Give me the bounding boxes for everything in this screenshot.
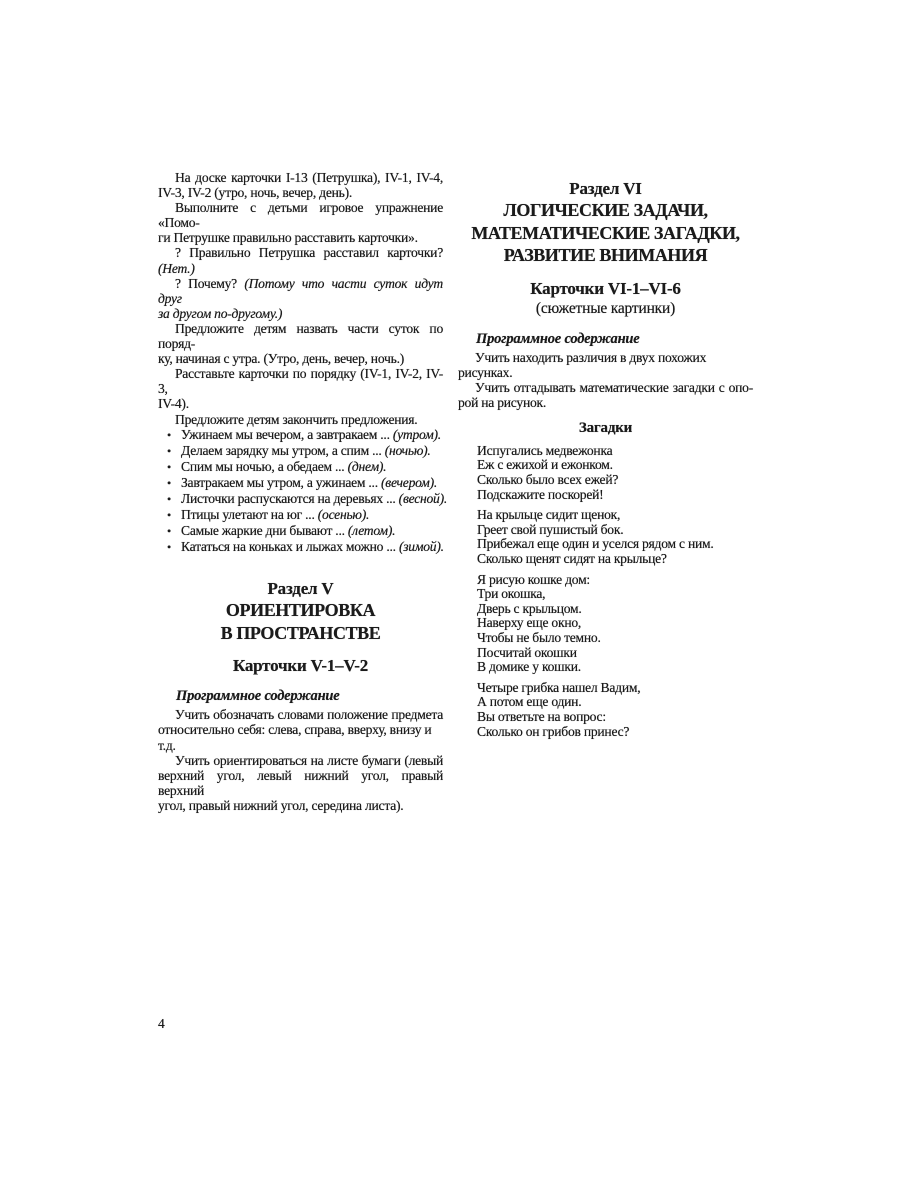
- text-run: Выполните с детьми игровое упражнение «Помо-: [158, 200, 443, 231]
- text-run: Учить находить различия в двух похожих рисунках.: [458, 349, 707, 380]
- text-line: [158, 753, 443, 768]
- text-run: Спим мы ночью, а обедаем ...: [181, 458, 348, 474]
- bullet-icon: •: [167, 540, 171, 555]
- paragraph: [158, 412, 443, 427]
- riddle-line: Прибежал еще один и уселся рядом с ним.: [477, 536, 714, 552]
- paragraph: [158, 321, 443, 366]
- program-paragraphs-right: [458, 350, 753, 410]
- riddle-line: Испугались медвежонка: [477, 442, 613, 458]
- text-run: Предложите детям закончить предложения.: [175, 411, 418, 427]
- paragraph: [158, 753, 443, 813]
- paragraph: [458, 380, 753, 410]
- paragraph: [158, 170, 443, 200]
- text-run: ? Почему?: [175, 275, 245, 291]
- riddle-line: Дверь с крыльцом.: [477, 600, 582, 616]
- text-line: [158, 798, 443, 813]
- bullet-item: [158, 539, 443, 555]
- text-run: IV-4).: [158, 396, 189, 412]
- riddle-stanza: [477, 444, 753, 502]
- text-line: [158, 707, 443, 722]
- text-run: Птицы улетают на юг ...: [181, 507, 318, 523]
- text-line: [158, 170, 443, 185]
- italic-run: (Нет.): [158, 260, 195, 276]
- text-run: Ужинаем мы вечером, а завтракаем ...: [181, 426, 393, 442]
- right-column: [458, 178, 753, 745]
- section-v-kicker: Раздел V: [267, 579, 334, 599]
- text-run: IV-3, IV-2 (утро, ночь, вечер, день).: [158, 185, 353, 201]
- text-line: [158, 722, 443, 752]
- text-run: На доске карточки I-13 (Петрушка), IV-1, IV-4,: [175, 170, 443, 185]
- riddle-stanza: [477, 681, 753, 739]
- paragraph: [158, 276, 443, 321]
- bullet-item: [158, 523, 443, 539]
- page-number: 4: [158, 1016, 165, 1031]
- riddle-stanza: [477, 508, 753, 566]
- italic-run: (зимой).: [398, 539, 444, 555]
- italic-run: (вечером).: [381, 474, 437, 490]
- bullet-icon: •: [167, 443, 171, 458]
- riddle-line: Вы ответьте на вопрос:: [477, 708, 606, 724]
- riddle-stanza: [477, 573, 753, 675]
- riddle-line: А потом еще один.: [477, 694, 582, 710]
- section-title-line: В ПРОСТРАНСТВЕ: [220, 622, 381, 643]
- intro-paragraphs: [158, 170, 443, 427]
- text-line: [458, 380, 753, 395]
- paragraph: [158, 707, 443, 752]
- bullet-list: [158, 426, 448, 556]
- program-paragraphs-left: [158, 707, 443, 813]
- section-title-line: МАТЕМАТИЧЕСКИЕ ЗАГАДКИ,: [471, 222, 740, 243]
- italic-run: (утром).: [392, 426, 441, 442]
- text-run: относительно себя: слева, справа, вверху, внизу и т.д.: [158, 722, 432, 753]
- bullet-item: [158, 490, 448, 507]
- italic-run: (днем).: [347, 458, 387, 474]
- text-line: [158, 396, 443, 411]
- text-line: [158, 230, 443, 245]
- text-run: Листочки распускаются на деревьях ...: [181, 490, 399, 506]
- text-run: ги Петрушке правильно расставить карточки».: [158, 230, 418, 246]
- bullet-icon: •: [167, 475, 171, 490]
- section-vi-title: [458, 199, 753, 267]
- riddle-line: На крыльце сидит щенок,: [477, 507, 621, 523]
- text-line: [458, 395, 753, 410]
- bullet-item: [158, 443, 443, 459]
- bullet-icon: •: [167, 491, 171, 506]
- text-line: [158, 321, 443, 351]
- text-run: угол, правый нижний угол, середина листа).: [158, 797, 404, 813]
- text-run: Расставьте карточки по порядку (IV-1, IV-2, IV-3,: [158, 366, 443, 397]
- text-line: [158, 412, 443, 427]
- text-run: Учить обозначать словами положение предмета: [175, 707, 443, 723]
- text-run: Предложите детям назвать части суток по поряд-: [158, 320, 443, 352]
- section-title-line: ОРИЕНТИРОВКА: [225, 600, 376, 621]
- text-line: [158, 351, 443, 366]
- riddle-line: Сколько щенят сидят на крыльце?: [477, 551, 667, 567]
- bullet-item: [158, 459, 443, 475]
- paragraph: [458, 350, 753, 380]
- paragraph: [158, 200, 443, 245]
- text-line: [158, 200, 443, 230]
- bullet-icon: •: [167, 524, 171, 539]
- left-column: [158, 170, 448, 813]
- text-run: Завтракаем мы утром, а ужинаем ...: [181, 474, 382, 490]
- section-v-cards-heading: Карточки V-1–V-2: [232, 656, 369, 676]
- riddle-line: В домике у кошки.: [477, 659, 581, 675]
- bullet-icon: •: [167, 427, 171, 442]
- riddle-line: Наверху еще окно,: [477, 615, 582, 631]
- riddle-line: Сколько он грибов принес?: [477, 723, 630, 739]
- riddle-line: Четыре грибка нашел Вадим,: [477, 679, 641, 695]
- section-title-line: ЛОГИЧЕСКИЕ ЗАДАЧИ,: [503, 200, 708, 220]
- bullet-icon: •: [167, 508, 171, 523]
- text-line: [158, 245, 443, 260]
- text-line: [158, 366, 443, 396]
- program-content-heading-left: Программное содержание: [176, 688, 340, 705]
- italic-run: (весной).: [398, 490, 448, 506]
- riddle-line: Чтобы не было темно.: [477, 630, 601, 645]
- text-line: [158, 261, 443, 276]
- section-vi-cards-heading: Карточки VI-1–VI-6: [530, 278, 681, 298]
- riddles-heading: Загадки: [578, 419, 633, 436]
- text-line: [158, 768, 443, 798]
- section-v-title: [158, 599, 443, 644]
- bullet-item: [158, 475, 443, 491]
- riddle-line: Я рисую кошке дом:: [477, 571, 590, 587]
- text-run: ку, начиная с утра. (Утро, день, вечер, ночь.): [158, 351, 404, 367]
- text-run: Кататься на коньках и лыжах можно ...: [181, 539, 399, 555]
- riddle-line: Посчитай окошки: [477, 644, 577, 660]
- riddles-list: [458, 444, 753, 739]
- section-vi-cards-subtitle: (сюжетные картинки): [535, 299, 676, 317]
- text-line: [158, 306, 443, 321]
- section-title-line: РАЗВИТИЕ ВНИМАНИЯ: [503, 245, 708, 265]
- program-content-heading-right: Программное содержание: [476, 330, 640, 347]
- bullet-icon: •: [167, 459, 171, 474]
- text-run: Делаем зарядку мы утром, а спим ...: [181, 442, 385, 458]
- text-line: [158, 276, 443, 306]
- italic-run: (осенью).: [317, 507, 370, 523]
- italic-run: (ночью).: [384, 442, 431, 458]
- text-line: [158, 185, 443, 200]
- italic-run: за другом по-другому.): [158, 305, 283, 321]
- bullet-item: [158, 507, 443, 523]
- text-run: верхний угол, левый нижний угол, правый верхний: [158, 767, 443, 798]
- text-run: Самые жаркие дни бывают ...: [181, 523, 348, 539]
- text-run: Учить ориентироваться на листе бумаги (левый: [175, 752, 443, 768]
- riddle-line: Три окошка,: [477, 586, 546, 602]
- riddle-line: Подскажите поскорей!: [477, 486, 604, 502]
- italic-run: (Потому что части суток идут друг: [158, 275, 443, 306]
- riddle-line: Еж с ежихой и ежонком.: [477, 457, 613, 473]
- paragraph: [158, 245, 443, 275]
- text-run: Учить отгадывать математические загадки с опо-: [475, 379, 753, 395]
- text-run: ? Правильно Петрушка расставил карточки?: [175, 245, 443, 261]
- bullet-item: [158, 427, 443, 443]
- text-run: рой на рисунок.: [458, 394, 547, 410]
- riddle-line: Греет свой пушистый бок.: [477, 521, 624, 537]
- section-vi-kicker: Раздел VI: [569, 179, 642, 198]
- paragraph: [158, 366, 443, 411]
- italic-run: (летом).: [347, 523, 396, 539]
- text-line: [458, 350, 753, 380]
- riddle-line: Сколько было всех ежей?: [477, 472, 619, 488]
